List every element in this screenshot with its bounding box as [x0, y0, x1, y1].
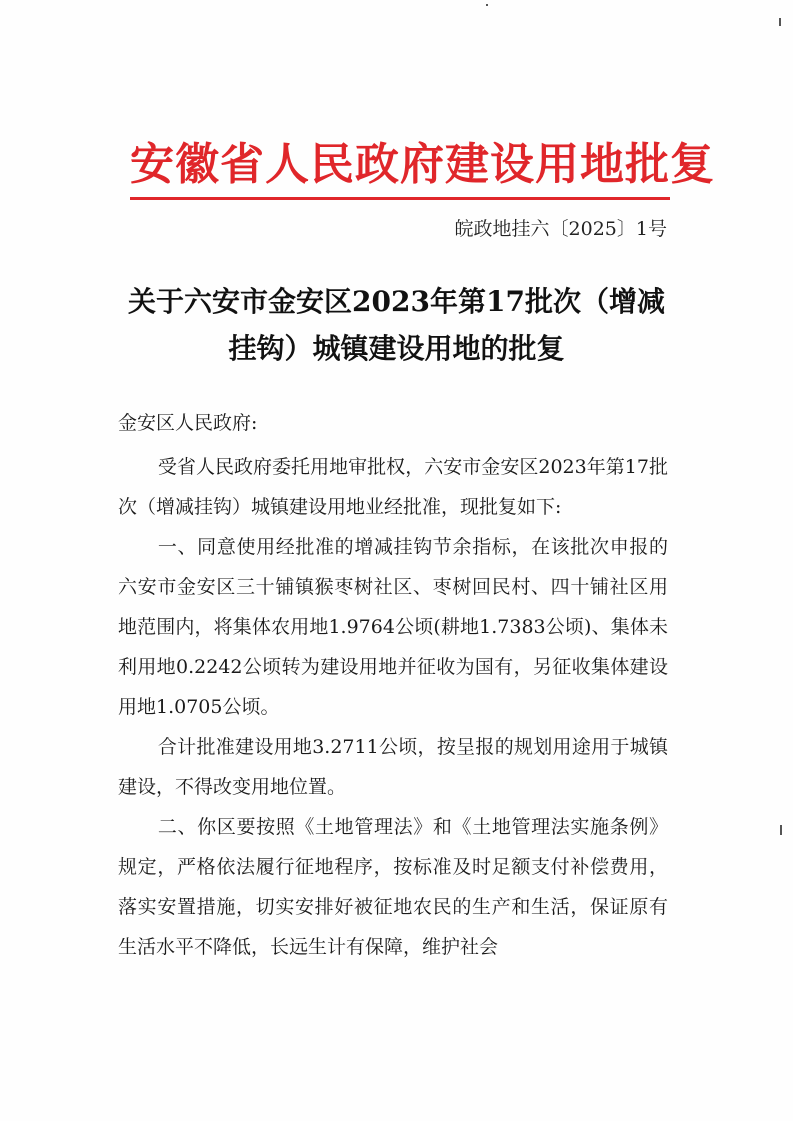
document-body: [118, 403, 668, 967]
document-header-title: 安徽省人民政府建设用地批复: [130, 139, 715, 190]
scan-edge-mark: [779, 18, 781, 26]
body-paragraph: 一、同意使用经批准的增减挂钩节余指标，在该批次申报的六安市金安区三十铺镇猴枣树社区、枣树回民村、四十铺社区用地范围内，将集体农用地1.9764公顷(耕地1.7383公顷)、集体未利用地0.2242公顷转为建设用地并征收为国有，另征收集体建设用地1.0705公顷。: [118, 536, 668, 718]
scan-edge-mark: [780, 825, 782, 835]
document-title-line-1: 关于六安市金安区2023年第17批次（增减: [128, 285, 665, 318]
scan-edge-mark: [486, 4, 488, 6]
body-paragraph: 合计批准建设用地3.2711公顷，按呈报的规划用途用于城镇建设，不得改变用地位置。: [118, 736, 668, 798]
body-paragraph: 受省人民政府委托用地审批权，六安市金安区2023年第17批次（增减挂钩）城镇建设用地业经批准，现批复如下:: [118, 456, 668, 518]
document-title-line-2: 挂钩）城镇建设用地的批复: [228, 332, 565, 365]
salutation: 金安区人民政府:: [118, 412, 258, 434]
body-paragraph: 二、你区要按照《土地管理法》和《土地管理法实施条例》规定，严格依法履行征地程序，按标准及时足额支付补偿费用，落实安置措施，切实安排好被征地农民的生产和生活，保证原有生活水平不降低，长远生计有保障，维护社会: [118, 816, 668, 958]
document-number: 皖政地挂六〔2025〕1号: [454, 218, 667, 240]
document-title: [110, 278, 683, 372]
header-red-rule: [130, 197, 670, 200]
